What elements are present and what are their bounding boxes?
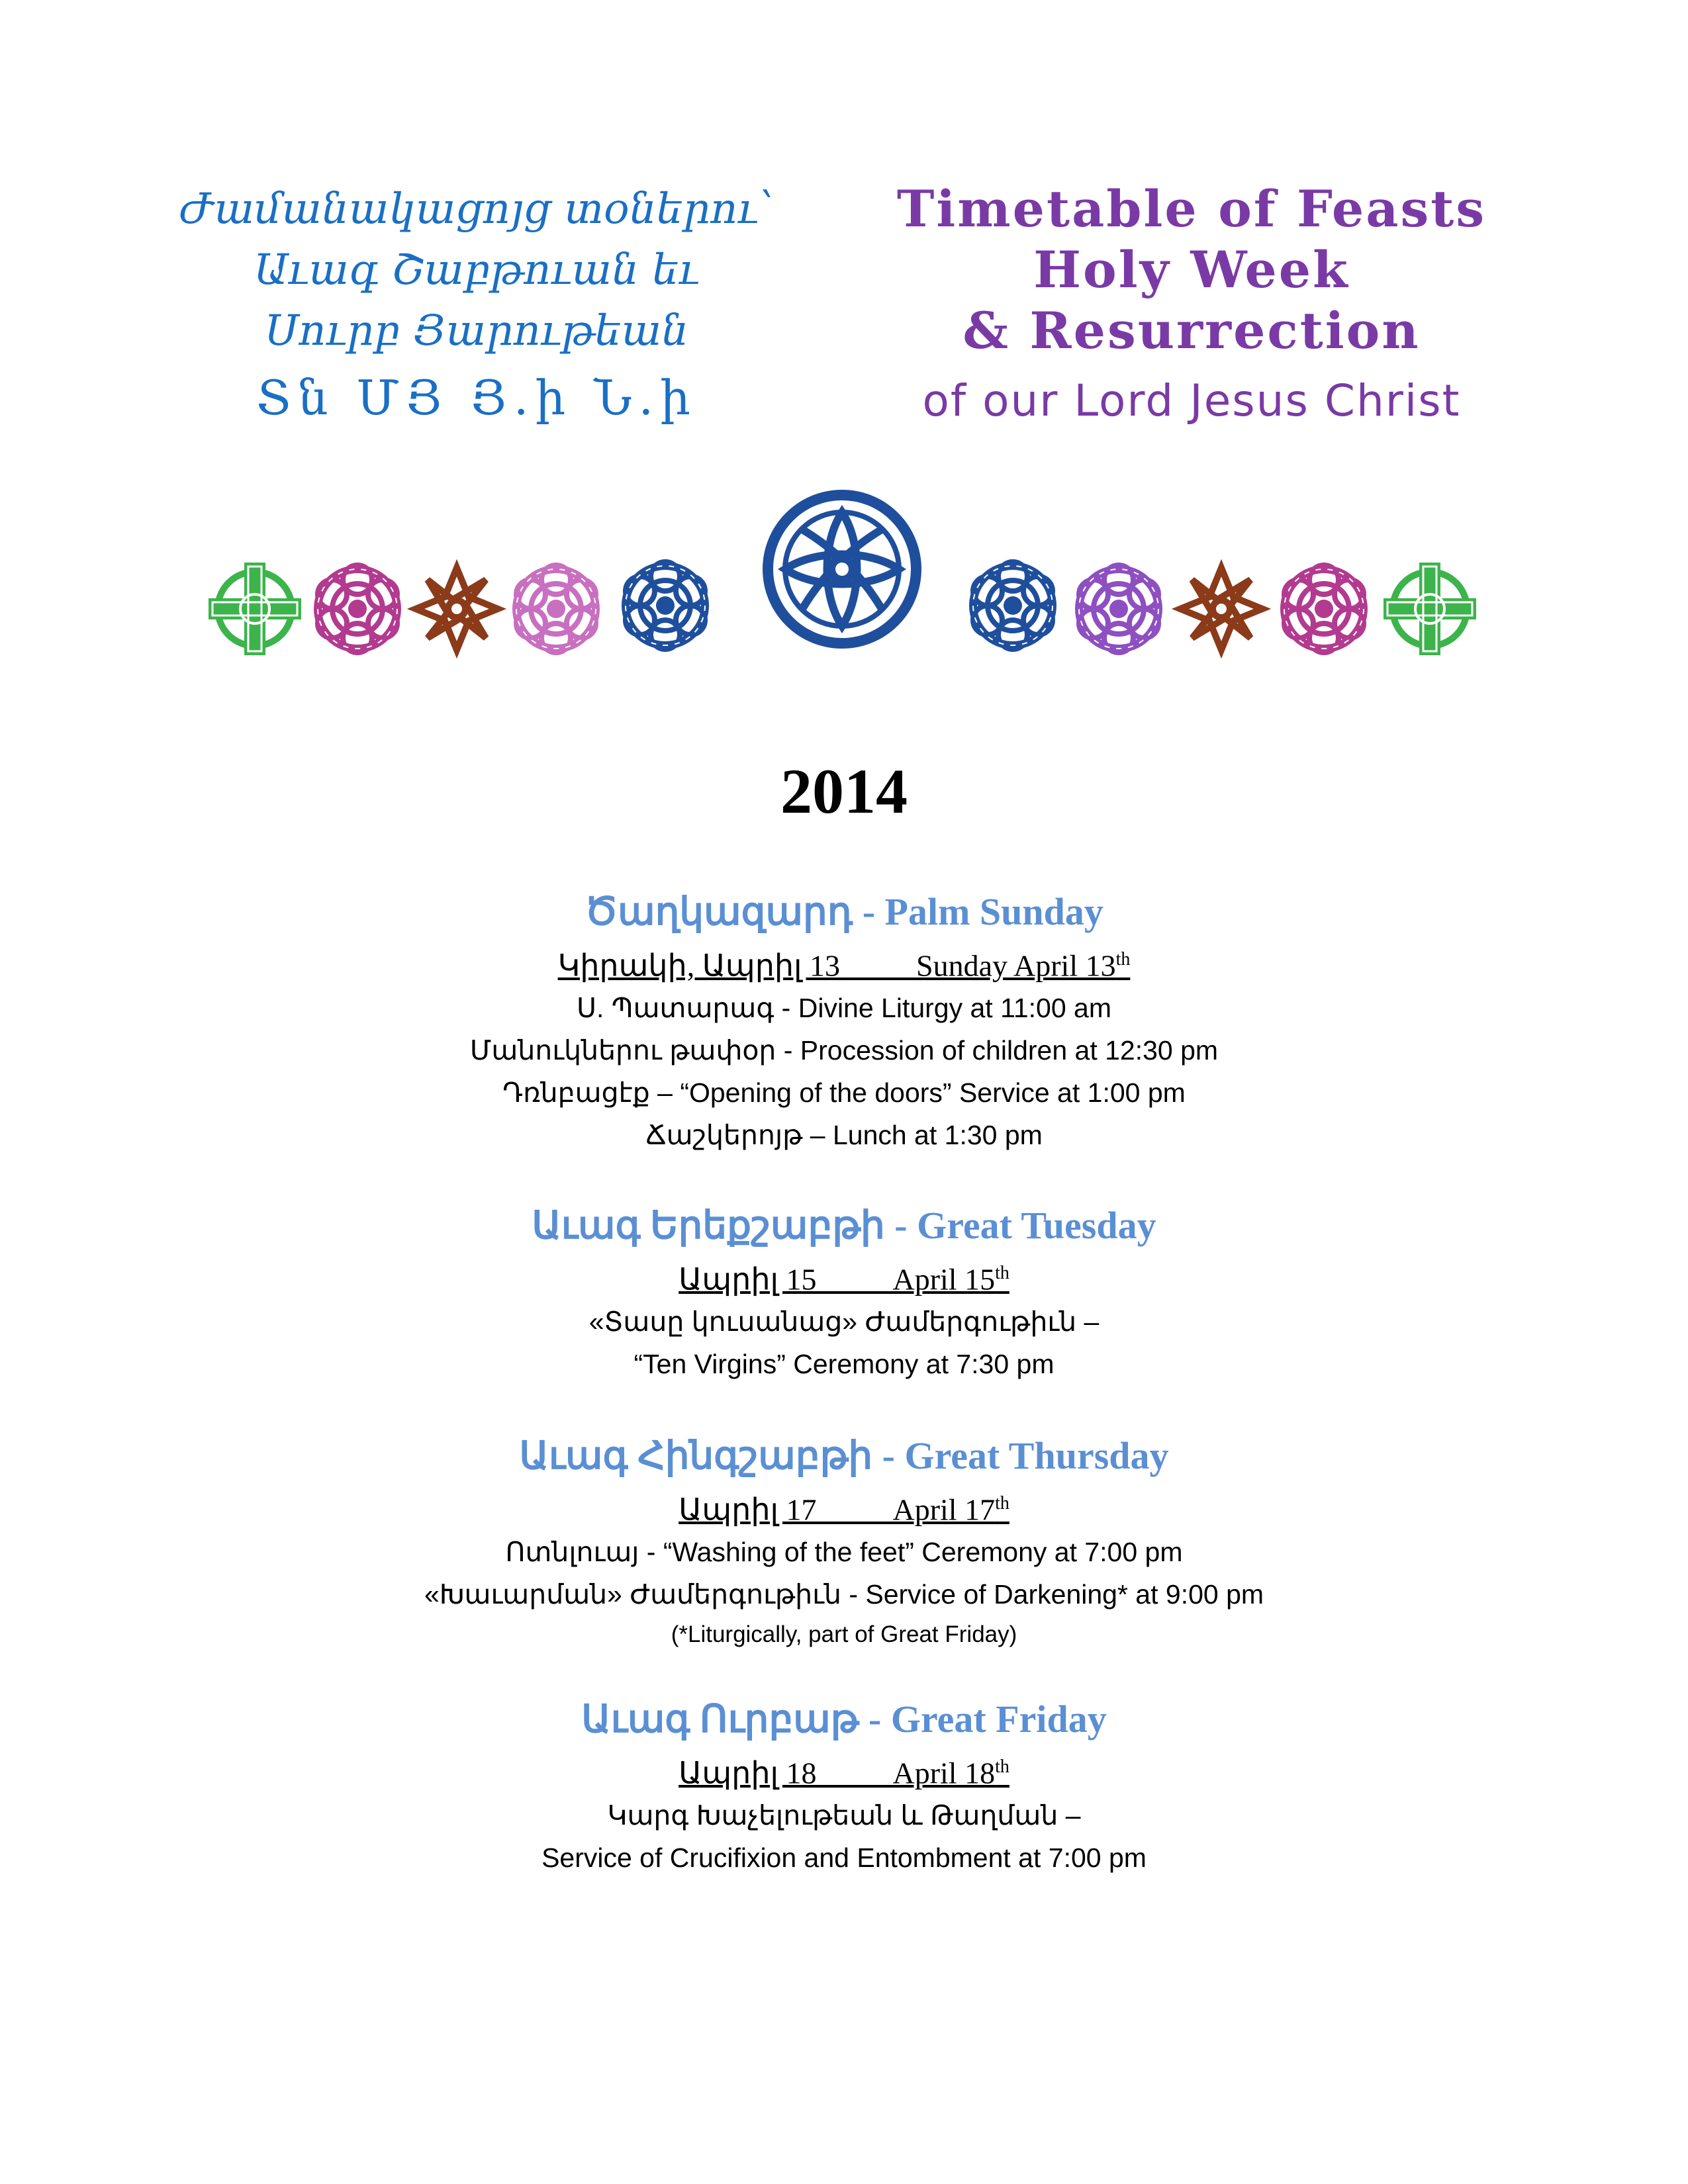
year-heading: 2014 bbox=[780, 756, 908, 827]
section-date bbox=[0, 938, 1688, 987]
date-english: April 15 bbox=[892, 1262, 996, 1297]
armenian-year-part-2: ՄՅ bbox=[356, 370, 449, 426]
navy-rosette-knot-left bbox=[626, 562, 705, 649]
schedule-line: Ճաշկերոյթ – Lunch at 1:30 pm bbox=[645, 1120, 1043, 1151]
section-title: Աւագ Հինգշաբթի - Great Thursday bbox=[519, 1434, 1169, 1477]
green-cross-knot-left bbox=[209, 563, 301, 655]
date-armenian: Ապրիլ 15 bbox=[679, 1262, 817, 1297]
armenian-year-part-3: Յ.ի bbox=[470, 370, 573, 426]
section-great-tuesday bbox=[0, 1199, 1688, 1385]
schedule-line: Մանուկներու թափօր - Procession of children at 12:30 pm bbox=[469, 1035, 1219, 1066]
schedule-line: “Ten Virgins” Ceremony at 7:30 pm bbox=[633, 1349, 1055, 1380]
section-date bbox=[0, 1746, 1688, 1794]
english-title-line-3: & Resurrection bbox=[962, 301, 1421, 360]
central-navy-knot bbox=[768, 495, 916, 643]
date-english: Sunday April 13 bbox=[916, 948, 1116, 983]
schedule-line: Ս. Պատարագ - Divine Liturgy at 11:00 am bbox=[577, 993, 1111, 1024]
date-suffix: th bbox=[995, 1263, 1009, 1283]
magenta-rosette-knot-left bbox=[318, 565, 397, 653]
section-date bbox=[0, 1252, 1688, 1300]
english-title-line-1: Timetable of Feasts bbox=[896, 179, 1487, 238]
section-title: Աւագ Ուրբաթ - Great Friday bbox=[581, 1698, 1107, 1741]
schedule-line: Դռնբացէք – “Opening of the doors” Service at 1:00 pm bbox=[502, 1077, 1186, 1109]
english-title-block bbox=[887, 179, 1496, 441]
armenian-year-part-4: Ն.ի bbox=[594, 370, 697, 426]
section-date bbox=[0, 1482, 1688, 1531]
armenian-year-part-1: Տն bbox=[256, 370, 335, 426]
armenian-title-line-3: Սուրբ Յարութեան bbox=[264, 306, 689, 355]
section-great-friday bbox=[0, 1693, 1688, 1879]
date-english: April 18 bbox=[892, 1756, 996, 1790]
schedule-footnote: (*Liturgically, part of Great Friday) bbox=[671, 1621, 1017, 1648]
date-suffix: th bbox=[995, 1756, 1009, 1777]
english-title-line-4: of our Lord Jesus Christ bbox=[922, 375, 1461, 426]
date-armenian: Ապրիլ 18 bbox=[679, 1756, 817, 1790]
brown-star-knot-left bbox=[416, 568, 498, 650]
date-suffix: th bbox=[995, 1493, 1009, 1514]
schedule-line: Ոտնլուայ - “Washing of the feet” Ceremony at 7:00 pm bbox=[505, 1537, 1183, 1568]
schedule-line: «Խաւարման» Ժամերգութիւն - Service of Darkening* at 9:00 pm bbox=[424, 1579, 1264, 1610]
schedule-line: Կարգ Խաչելութեան և Թաղման – bbox=[607, 1800, 1081, 1831]
armenian-title-block bbox=[146, 179, 808, 434]
knotwork-ornament-row bbox=[0, 477, 1688, 688]
green-cross-knot-right bbox=[1383, 563, 1476, 655]
schedule-line: «Տասը կուսանաց» Ժամերգութիւն – bbox=[588, 1306, 1100, 1338]
schedule-line: Service of Crucifixion and Entombment at 7:00 pm bbox=[541, 1843, 1147, 1874]
date-english: April 17 bbox=[892, 1492, 996, 1527]
date-armenian: Կիրակի, Ապրիլ 13 bbox=[557, 948, 841, 983]
armenian-year-abbreviation bbox=[146, 361, 808, 434]
armenian-title-line-1: Ժամանակացոյց տօներու՝ bbox=[179, 185, 774, 234]
section-title: Ծաղկազարդ - Palm Sunday bbox=[585, 890, 1103, 933]
magenta-rosette-knot-right bbox=[1284, 565, 1364, 653]
section-great-thursday bbox=[0, 1430, 1688, 1654]
pink-rosette-knot-left bbox=[516, 565, 596, 653]
brown-star-knot-right bbox=[1180, 568, 1262, 650]
purple-rosette-knot-right bbox=[1079, 565, 1158, 653]
armenian-title-line-2: Աւագ Շաբթուան եւ bbox=[254, 246, 700, 295]
english-title-line-2: Holy Week bbox=[1033, 240, 1350, 299]
navy-rosette-knot-right bbox=[973, 562, 1053, 649]
section-palm-sunday bbox=[0, 886, 1688, 1156]
date-armenian: Ապրիլ 17 bbox=[679, 1492, 817, 1527]
date-suffix: th bbox=[1115, 949, 1131, 970]
section-title: Աւագ Երեքշաբթի - Great Tuesday bbox=[532, 1204, 1156, 1247]
